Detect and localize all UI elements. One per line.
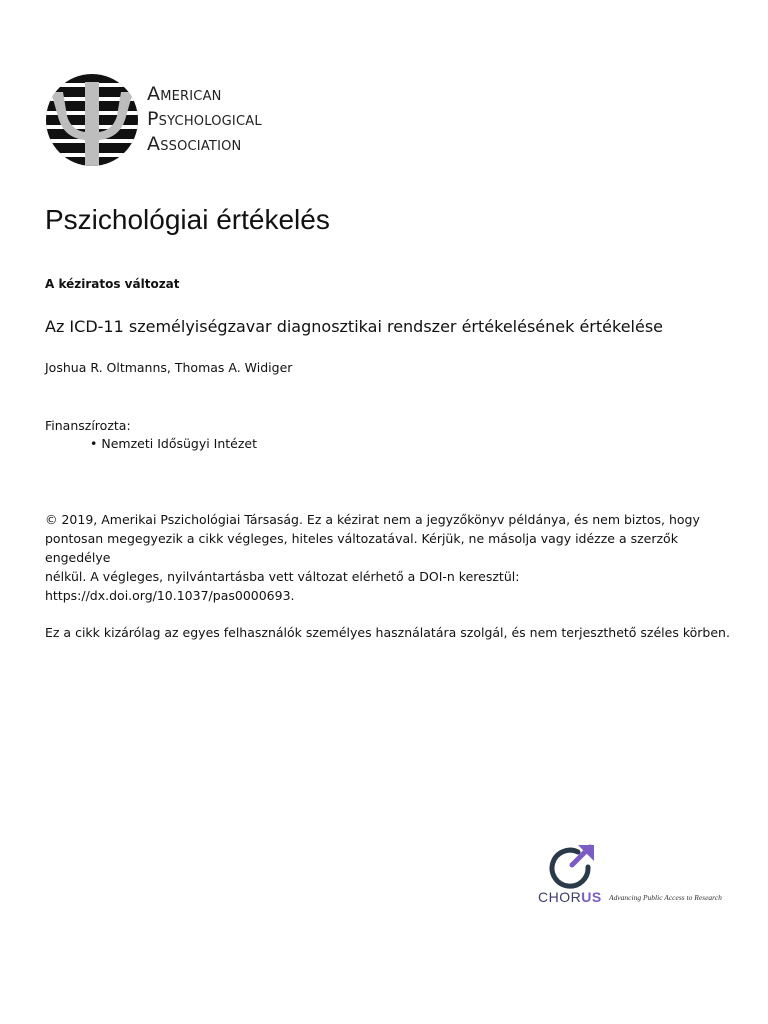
funding-label: Finanszírozta: [45, 418, 131, 433]
logo-line-association: Association [147, 133, 242, 155]
chorus-tagline: Advancing Public Access to Research [609, 893, 722, 902]
chorus-logo [538, 843, 728, 908]
funding-list [90, 436, 257, 451]
version-label: A kéziratos változat [45, 277, 180, 291]
chorus-arrow-icon [548, 843, 596, 889]
copyright-line: © 2019, Amerikai Pszichológiai Társaság. Ez a kézirat nem a jegyzőkönyv példánya, és nem biztos, hogy [45, 512, 700, 527]
copyright-line: pontosan megegyezik a cikk végleges, hiteles változatával. Kérjük, ne másolja vagy idézze a szerzők engedélye [45, 531, 678, 565]
chorus-name-part2: US [581, 889, 602, 905]
authors: Joshua R. Oltmanns, Thomas A. Widiger [45, 360, 293, 375]
apa-psi-icon [45, 72, 139, 168]
chorus-name-part1: CHOR [538, 889, 582, 905]
logo-line-psychological: Psychological [147, 108, 262, 130]
journal-title: Pszichológiai értékelés [45, 204, 330, 235]
doi-link[interactable]: https://dx.doi.org/10.1037/pas0000693. [45, 588, 295, 603]
article-title: Az ICD-11 személyiségzavar diagnosztikai rendszer értékelésének értékelése [45, 317, 664, 336]
apa-wordmark [147, 82, 262, 157]
copyright-notice [45, 510, 725, 605]
apa-logo [45, 72, 345, 168]
usage-note: Ez a cikk kizárólag az egyes felhasználók személyes használatára szolgál, és nem terjeszthető széles körben. [45, 625, 730, 640]
chorus-name [538, 889, 602, 905]
logo-line-american: American [147, 83, 222, 105]
copyright-line: nélkül. A végleges, nyilvántartásba vett változat elérhető a DOI-n keresztül: [45, 569, 520, 584]
funding-item: • Nemzeti Idősügyi Intézet [90, 436, 257, 451]
